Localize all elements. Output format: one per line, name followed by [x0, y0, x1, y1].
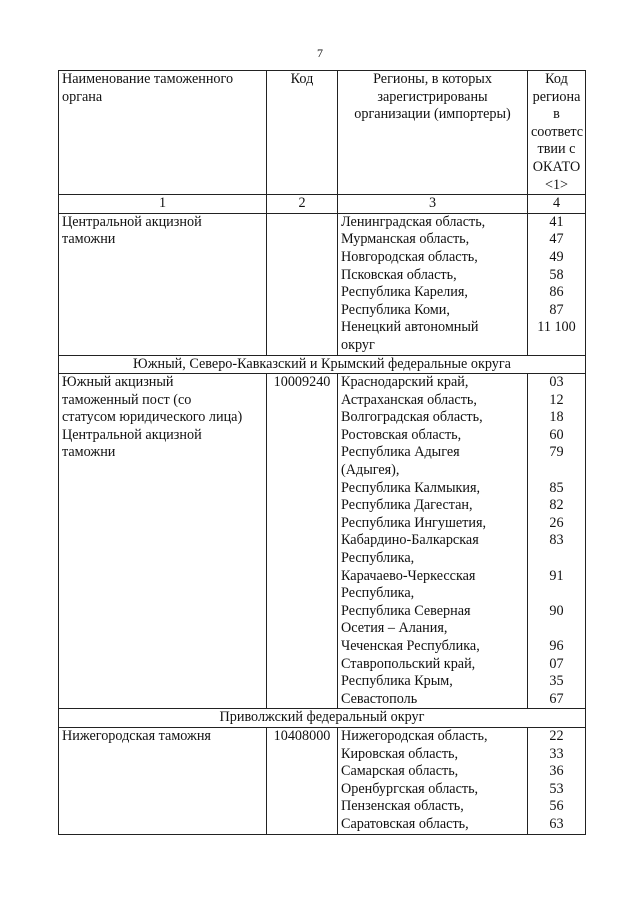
customs-organ-line: таможенный пост (со: [62, 391, 192, 408]
region-code: 33: [549, 745, 564, 762]
header-region-code-line: ОКАТО: [532, 158, 581, 175]
region-name: Краснодарский край,: [341, 374, 469, 391]
region-name: (Адыгея),: [341, 462, 400, 479]
region-name: Республика Карелия,: [341, 284, 468, 301]
region-name: Псковская область,: [341, 266, 457, 283]
region-codes-cell: [528, 374, 586, 709]
region-name: Республика Коми,: [341, 301, 450, 318]
region-name: Республика Северная: [341, 602, 471, 619]
header-region-code-line: Код: [545, 71, 568, 87]
section-title: Приволжский федеральный округ: [59, 709, 586, 728]
customs-code-cell: 10408000: [267, 727, 338, 834]
region-code: 11 100: [537, 319, 576, 336]
region-name: Республика Крым,: [341, 673, 453, 690]
customs-organ-line: Нижегородская таможня: [62, 727, 211, 744]
header-region-code-line: твии с: [537, 141, 576, 158]
table-row: [59, 374, 586, 709]
header-region-code-line: <1>: [544, 176, 569, 193]
header-code: Код: [267, 71, 338, 195]
region-code: 79: [549, 444, 564, 461]
region-code: 36: [549, 763, 564, 780]
regions-cell: [338, 374, 528, 709]
customs-organ-line: Южный акцизный: [62, 374, 174, 391]
region-name: Республика Дагестан,: [341, 497, 473, 514]
region-name: Карачаево-Черкесская: [341, 567, 476, 584]
customs-organ-line: Центральной акцизной: [62, 213, 202, 230]
table-row: [59, 727, 586, 834]
customs-organ-line: Центральной акцизной: [62, 426, 202, 443]
region-name: Кировская область,: [341, 745, 459, 762]
region-code: [531, 620, 582, 638]
region-code: 03: [549, 374, 564, 391]
region-code: 41: [549, 213, 564, 230]
region-code: 91: [549, 567, 564, 584]
region-code: 53: [549, 780, 564, 797]
column-number: 3: [338, 195, 528, 214]
page-number: 7: [317, 46, 323, 60]
region-code: 22: [549, 727, 564, 744]
region-code: [531, 585, 582, 603]
region-code: 47: [549, 231, 564, 248]
region-code: 35: [549, 673, 564, 690]
region-name: Севастополь: [341, 690, 418, 707]
header-organ: Наименование таможенного органа: [59, 71, 267, 195]
table-row: [59, 213, 586, 355]
region-name: Осетия – Алания,: [341, 620, 448, 637]
region-code: 87: [549, 301, 564, 318]
region-name: Ненецкий автономный: [341, 319, 479, 336]
region-name: Оренбургская область,: [341, 780, 479, 797]
region-name: Волгоградская область,: [341, 409, 483, 426]
region-code: 67: [549, 690, 564, 707]
header-regions: Регионы, в которых зарегистрированы организации (импортеры): [338, 71, 528, 195]
region-code: 63: [549, 815, 564, 832]
customs-code-cell: 10009240: [267, 374, 338, 709]
header-region-code-line: региона: [532, 88, 581, 105]
region-name: Кабардино-Балкарская: [341, 532, 479, 549]
customs-regions-table: [58, 70, 586, 835]
regions-cell: [338, 213, 528, 355]
region-name: Республика,: [341, 550, 415, 567]
region-name: Чеченская Республика,: [341, 638, 480, 654]
customs-organ-cell: [59, 213, 267, 355]
region-code: 49: [549, 248, 564, 265]
region-code: [531, 462, 582, 480]
region-code: 85: [549, 479, 564, 496]
customs-organ-line: статусом юридического лица): [62, 409, 243, 426]
region-name: Самарская область,: [341, 763, 459, 780]
region-name: Ставропольский край,: [341, 655, 476, 672]
customs-code-cell: [267, 213, 338, 355]
region-codes-cell: [528, 727, 586, 834]
header-region-code-line: в: [553, 106, 560, 123]
region-name: Пензенская область,: [341, 798, 464, 815]
header-region-code-line: соответс: [531, 123, 584, 140]
region-name: Республика Адыгея: [341, 444, 460, 461]
customs-organ-line: таможни: [62, 444, 116, 461]
column-number: 1: [59, 195, 267, 214]
section-row: [59, 355, 586, 374]
customs-organ-cell: [59, 727, 267, 834]
region-code: 86: [549, 284, 564, 301]
section-row: [59, 709, 586, 728]
region-name: Новгородская область,: [341, 248, 478, 265]
customs-organ-line: таможни: [62, 231, 116, 248]
region-code: 83: [549, 532, 564, 549]
regions-cell: [338, 727, 528, 834]
region-code: 12: [549, 391, 564, 408]
region-code: [531, 550, 582, 568]
region-code: [531, 337, 582, 355]
region-codes-cell: [528, 213, 586, 355]
section-title: Южный, Северо-Кавказский и Крымский федеральные округа: [59, 355, 586, 374]
customs-organ-cell: [59, 374, 267, 709]
region-name: Ростовская область,: [341, 426, 462, 443]
region-name: Астраханская область,: [341, 391, 477, 408]
region-code: 26: [549, 514, 564, 531]
region-name: Республика Ингушетия,: [341, 514, 487, 531]
table-header-row: [59, 71, 586, 195]
region-name: Республика,: [341, 585, 415, 602]
column-number: 4: [528, 195, 586, 214]
region-code: 18: [549, 409, 564, 426]
region-code: 96: [549, 638, 564, 654]
column-number: 2: [267, 195, 338, 214]
region-name: округ: [341, 336, 375, 353]
region-code: 82: [549, 497, 564, 514]
region-name: Нижегородская область,: [341, 727, 488, 744]
column-number-row: [59, 195, 586, 214]
region-code: 58: [549, 266, 564, 283]
region-name: Саратовская область,: [341, 815, 469, 832]
region-code: 90: [549, 602, 564, 619]
region-code: 07: [549, 655, 564, 672]
header-region-code: [528, 71, 586, 195]
region-code: 60: [549, 426, 564, 443]
region-code: 56: [549, 798, 564, 815]
region-name: Ленинградская область,: [341, 213, 486, 230]
region-name: Мурманская область,: [341, 231, 470, 248]
region-name: Республика Калмыкия,: [341, 479, 481, 496]
